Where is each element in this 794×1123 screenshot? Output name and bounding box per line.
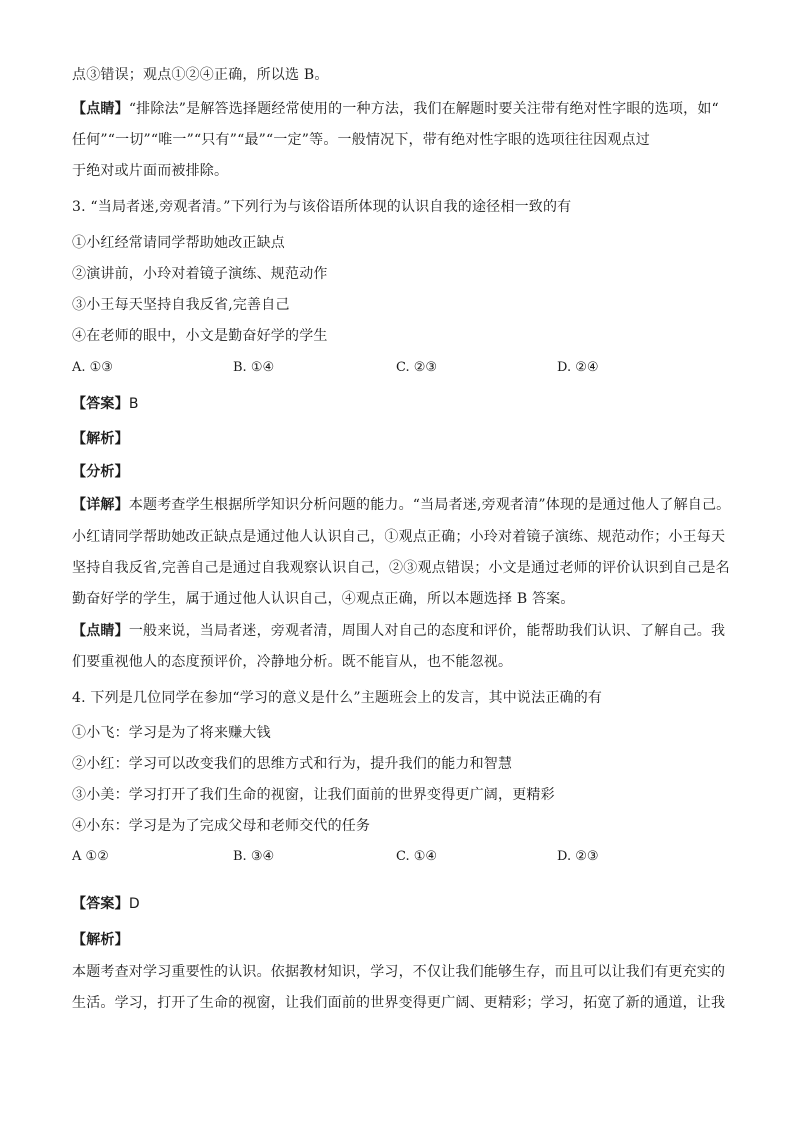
xiangjie-label: 【详解】 [72,497,129,513]
q3-statement-2: ②演讲前，小玲对着镜子演练、规范动作 [72,266,328,282]
xiangjie-line [72,495,732,515]
answer-value: B [128,396,139,412]
fenxi-label-3 [72,462,732,482]
jiexi-label-3 [72,429,732,449]
q3-statement-3: ③小王每天坚持自我反省,完善自己 [72,297,290,313]
text-line: 们要重视他人的态度预评价，冷静地分析。既不能盲从，也不能忽视。 [72,654,513,670]
text-line: 勤奋好学的学生，属于通过他人认识自己，④观点正确，所以本题选择 B 答案。 [72,591,575,607]
q3-option-a: A. ①③ [72,360,113,375]
question-4-stem: 4. 下列是几位同学在参加“学习的意义是什么”主题班会上的发言，其中说法正确的有 [72,690,603,706]
jiexi-label: 【解析】 [72,932,129,948]
answer-value: D [128,896,140,912]
jiexi-label: 【解析】 [72,431,129,447]
dianjing-text: 一般来说，当局者迷，旁观者清，周围人对自己的态度和评价，能帮助我们认识、了解自己。我 [128,623,726,639]
fenxi-label: 【分析】 [72,464,129,480]
q3-statement-4: ④在老师的眼中，小文是勤奋好学的学生 [72,328,328,344]
text-line: 点③错误；观点①②④正确，所以选 B。 [72,67,329,83]
q4-option-d: D. ②③ [557,849,599,864]
q4-option-a: A ①② [72,849,109,864]
text-line: 生活。学习，打开了生命的视窗，让我们面前的世界变得更广阔、更精彩；学习，拓宽了新的通道，让我 [72,995,726,1011]
q3-option-b: B. ①④ [233,360,275,375]
q4-statement-1: ①小飞：学习是为了将来赚大钱 [72,725,271,741]
text-line: 小红请同学帮助她改正缺点是通过他人认识自己，①观点正确；小玲对着镜子演练、规范动作；小王每天 [72,529,726,545]
dianjing-text: “排除法”是解答选择题经常使用的一种方法，我们在解题时要关注带有绝对性字眼的选项，如“ [128,101,719,117]
xiangjie-text: 本题考查学生根据所学知识分析问题的能力。“当局者迷,旁观者清”体现的是通过他人了解自己。 [128,497,731,513]
dianjing-label: 【点睛】 [72,101,129,117]
q3-statement-1: ①小红经常请同学帮助她改正缺点 [72,235,285,251]
jiexi-label-4 [72,930,732,950]
q3-option-c: C. ②③ [396,360,438,375]
q4-statement-2: ②小红：学习可以改变我们的思维方式和行为，提升我们的能力和智慧 [72,756,513,772]
answer-line-4 [72,894,732,914]
dianjing-line-2 [72,621,732,641]
q4-option-b: B. ③④ [233,849,275,864]
q4-option-c: C. ①④ [396,849,438,864]
q4-statement-4: ④小东：学习是为了完成父母和老师交代的任务 [72,818,371,834]
dianjing-label: 【点睛】 [72,623,129,639]
answer-label: 【答案】 [72,396,129,412]
q4-statement-3: ③小美：学习打开了我们生命的视窗，让我们面前的世界变得更广阔，更精彩 [72,787,555,803]
text-line: 于绝对或片面而被排除。 [72,163,229,179]
question-3-stem: 3. “当局者迷,旁观者清。”下列行为与该俗语所体现的认识自我的途径相一致的有 [72,199,572,215]
answer-line-3 [72,394,732,414]
q3-option-d: D. ②④ [557,360,599,375]
dianjing-line-1 [72,99,732,119]
text-line: 本题考查对学习重要性的认识。依据教材知识，学习，不仅让我们能够生存，而且可以让我们有更充实的 [72,964,726,980]
text-line: 坚持自我反省,完善自己是通过自我观察认识自己，②③观点错误；小文是通过老师的评价认识到自己是名 [72,560,730,576]
answer-label: 【答案】 [72,896,129,912]
text-line: 任何”“一切”“唯一”“只有”“最”“一定”等。一般情况下，带有绝对性字眼的选项往往因观点过 [72,132,650,148]
